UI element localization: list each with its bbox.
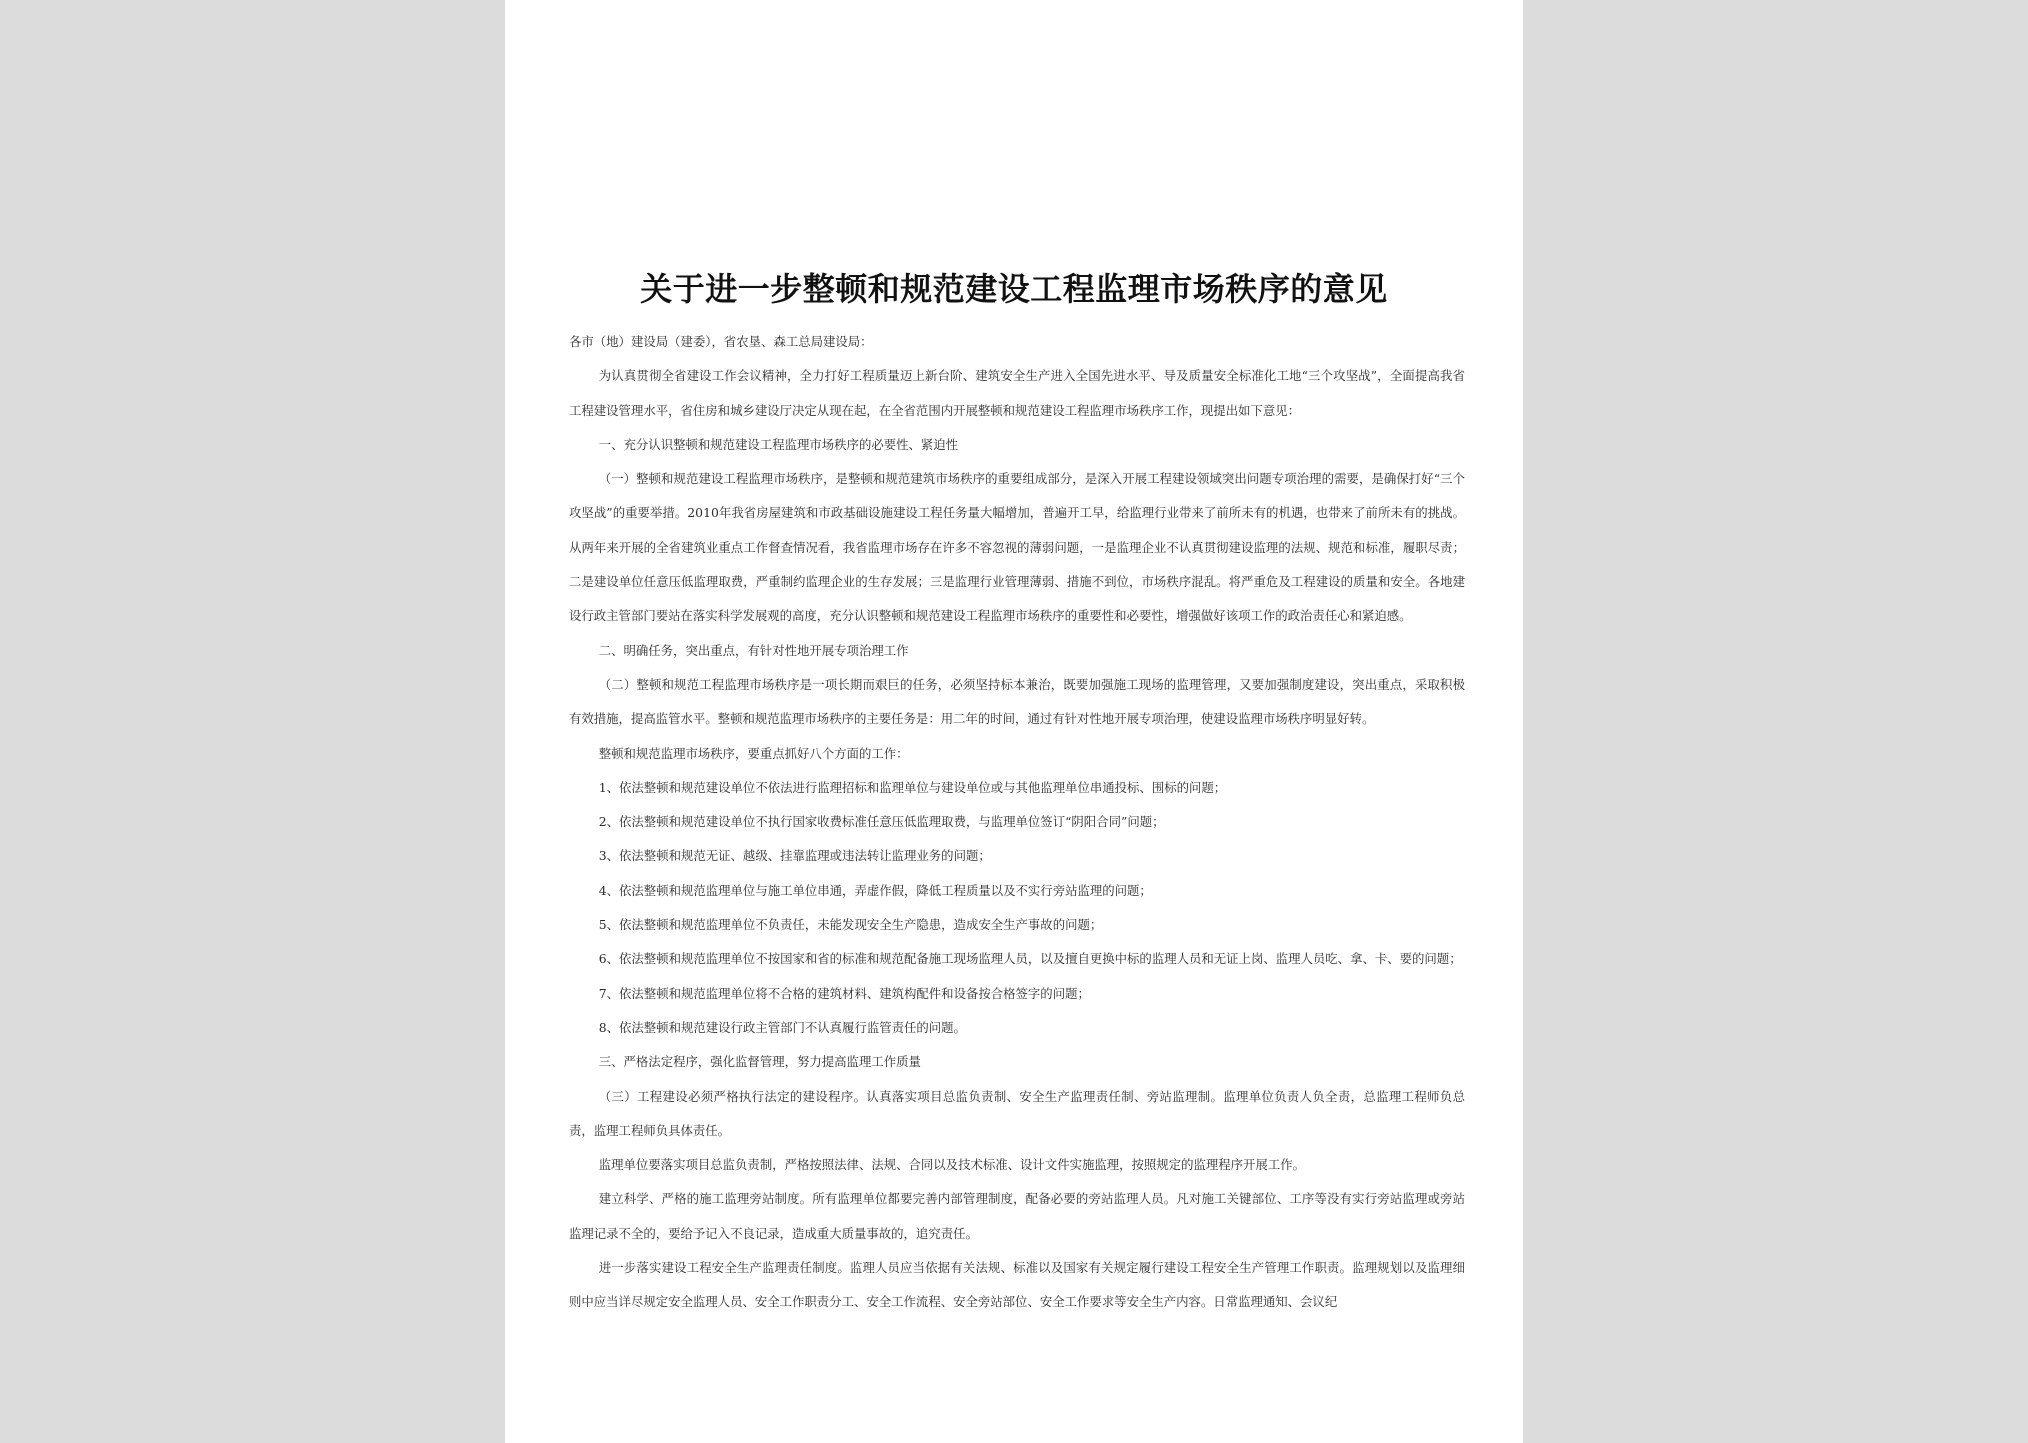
- paragraph: 为认真贯彻全省建设工作会议精神，全力打好工程质量迈上新台阶、建筑安全生产进入全国先进水平、导及质量安全标准化工地“三个攻坚战”，全面提高我省工程建设管理水平，省住房和城乡建设厅决定从现在起，在全省范围内开展整顿和规范建设工程监理市场秩序工作，现提出如下意见：: [569, 368, 1465, 418]
- paragraph: （一）整顿和规范建设工程监理市场秩序，是整顿和规范建筑市场秩序的重要组成部分，是深入开展工程建设领域突出问题专项治理的需要，是确保打好“三个攻坚战”的重要举措。2010年我省房屋建筑和市政基础设施建设工程任务量大幅增加，普遍开工早，给监理行业带来了前所未有的机遇，也带来了前所未有的挑战。从两年来开展的全省建筑业重点工作督查情况看，我省监理市场存在许多不容忽视的薄弱问题，一是监理企业不认真贯彻建设监理的法规、规范和标准，履职尽责；二是建设单位任意压低监理取费，严重制约监理企业的生存发展；三是监理行业管理薄弱、措施不到位，市场秩序混乱。将严重危及工程建设的质量和安全。各地建设行政主管部门要站在落实科学发展观的高度，充分认识整顿和规范建设工程监理市场秩序的重要性和必要性，增强做好该项工作的政治责任心和紧迫感。: [569, 471, 1465, 624]
- list-item: 7、依法整顿和规范监理单位将不合格的建筑材料、建筑构配件和设备按合格签字的问题；: [598, 985, 1090, 1001]
- list-item: 5、依法整顿和规范监理单位不负责任，未能发现安全生产隐患，造成安全生产事故的问题；: [598, 917, 1103, 933]
- addressee-line: 各市（地）建设局（建委），省农垦、森工总局建设局：: [569, 334, 873, 349]
- section-heading: 三、严格法定程序，强化监督管理，努力提高监理工作质量: [598, 1054, 921, 1070]
- paragraph: 建立科学、严格的施工监理旁站制度。所有监理单位都要完善内部管理制度，配备必要的旁站监理人员。凡对施工关键部位、工序等没有实行旁站监理或旁站监理记录不全的，要给予记入不良记录，造成重大质量事故的，追究责任。: [569, 1191, 1465, 1241]
- list-item: 4、依法整顿和规范监理单位与施工单位串通，弄虚作假，降低工程质量以及不实行旁站监理的问题；: [598, 882, 1152, 898]
- section-heading: 一、充分认识整顿和规范建设工程监理市场秩序的必要性、紧迫性: [598, 436, 959, 452]
- section-heading: 二、明确任务，突出重点，有针对性地开展专项治理工作: [598, 642, 909, 658]
- document-body: [569, 325, 1465, 1320]
- list-item: 1、依法整顿和规范建设单位不依法进行监理招标和监理单位与建设单位或与其他监理单位串通投标、围标的问题；: [598, 779, 1227, 795]
- list-item: 3、依法整顿和规范无证、越级、挂靠监理或违法转让监理业务的问题；: [598, 848, 991, 864]
- paragraph: 进一步落实建设工程安全生产监理责任制度。监理人员应当依据有关法规、标准以及国家有关规定履行建设工程安全生产管理工作职责。监理规划以及监理细则中应当详尽规定安全监理人员、安全工作职责分工、安全工作流程、安全旁站部位、安全工作要求等安全生产内容。日常监理通知、会议纪: [569, 1260, 1465, 1310]
- document-title: 关于进一步整顿和规范建设工程监理市场秩序的意见: [640, 270, 1388, 308]
- list-item: 6、依法整顿和规范监理单位不按国家和省的标准和规范配备施工现场监理人员，以及擅自更换中标的监理人员和无证上岗、监理人员吃、拿、卡、要的问题；: [598, 951, 1462, 967]
- list-item: 2、依法整顿和规范建设单位不执行国家收费标准任意压低监理取费，与监理单位签订“阴阳合同”问题；: [598, 814, 1165, 830]
- paragraph: 整顿和规范监理市场秩序，要重点抓好八个方面的工作：: [598, 745, 909, 761]
- document-page: [505, 0, 1523, 1443]
- paragraph: （三）工程建设必须严格执行法定的建设程序。认真落实项目总监负责制、安全生产监理责任制、旁站监理制。监理单位负责人负全责，总监理工程师负总责，监理工程师负具体责任。: [569, 1088, 1465, 1138]
- paragraph: 监理单位要落实项目总监负责制，严格按照法律、法规、合同以及技术标准、设计文件实施监理，按照规定的监理程序开展工作。: [598, 1157, 1306, 1173]
- paragraph: （二）整顿和规范工程监理市场秩序是一项长期而艰巨的任务，必须坚持标本兼治，既要加强施工现场的监理管理，又要加强制度建设，突出重点，采取积极有效措施，提高监管水平。整顿和规范监理市场秩序的主要任务是：用二年的时间，通过有针对性地开展专项治理，使建设监理市场秩序明显好转。: [569, 676, 1465, 727]
- list-item: 8、依法整顿和规范建设行政主管部门不认真履行监管责任的问题。: [598, 1019, 966, 1035]
